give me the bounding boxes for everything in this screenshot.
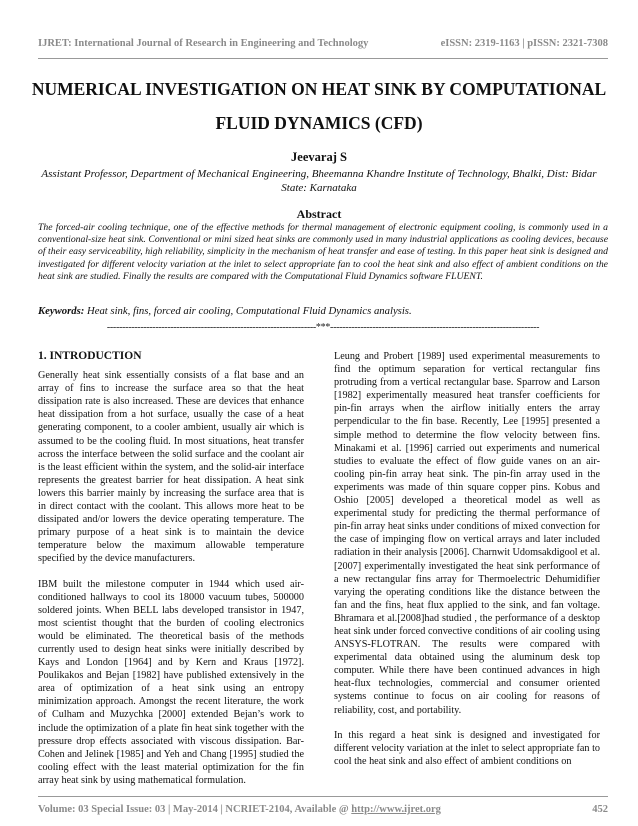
header-rule [38, 58, 608, 59]
footer-rule [38, 796, 608, 797]
running-header [38, 38, 608, 52]
paragraph: In this regard a heat sink is designed and investigated for different velocity variation at the inlet to select appropriate fan to cool the heat sink and also effect of ambient conditions on [334, 729, 600, 767]
footer-text: Volume: 03 Special Issue: 03 | May-2014 | NCRIET-2104, Available @ [38, 804, 352, 815]
section-heading: 1. INTRODUCTION [38, 350, 142, 362]
footer-info [38, 804, 441, 815]
paper-title: NUMERICAL INVESTIGATION ON HEAT SINK BY COMPUTATIONAL FLUID DYNAMICS (CFD) [31, 79, 607, 133]
right-column [334, 350, 600, 780]
paragraph: Leung and Probert [1989] used experimental measurements to find the optimum separation for vertical rectangular fins protruding from a vertical rectangular base. Sparrow and Larson [1982] experimentally measured heat transfer coefficients for pin-fin arrays when the airflow initially enters the array perpendicular to the fin base. Recently, Lee [1995] presented a simple method to determine the flow velocity between fins. Minakami et al. [1996] carried out experiments and numerical studies to evaluate the effect of flow guide vanes on an air-cooling pin-fin array heat sink. The pin-fin array used in the experiments was made of thin square copper pins. Kobus and Oshio [2005] developed a theoretical model as well as experimental study for predicting the thermal performance of pin-fin array heat sinks under conditions of mixed convection for the case of impinging flow on vertical arrays and later included radiation in their analysis [2006]. Charnwit Udomsakdigool et al. [2007] experimentally investigated the heat sink performance of a new rectangular fins array for Thermoelectric Dehumidifier varying the operating conditions like the distance between the fan and the fins, heat flux applied to the sink, and fan voltage. Bhramara et al.[2008]had studied , the performance of a desktop heat sink under forced convective conditions of air cooling using ANSYS-FLOTRAN. The results were compared with experimental data obtained using the aluminum desk top computer. While there have been continued advances in high heat-flux technologies, commercial and consumer oriented systems continue to focus on air cooling for reasons of reliability, cost, and portability. [334, 351, 600, 716]
journal-name: IJRET: International Journal of Research in Engineering and Technology [38, 38, 369, 49]
section-separator: ---------------------------------------------------------------------***--------------------------------------------------------------------- [106, 322, 540, 333]
keywords [38, 305, 608, 317]
keywords-label: Keywords: [38, 305, 85, 317]
author-affiliation: Assistant Professor, Department of Mechanical Engineering, Bheemanna Khandre Institute of Technology, Bhalki, Dist: Bidar State: Karnataka [41, 168, 597, 194]
paragraph: Generally heat sink essentially consists of a flat base and an array of fins to increase the surface area so that the heat dissipation rate is also increased. These are devices that enhance heat dissipation from a hot surface, usually the case of a heat generating component, to a cooler ambient, usually air which is assumed to be the cooling fluid. In most situations, heat transfer across the interface between the solid surface and the coolant air is the least efficient within the system, and the solid-air interface represents the greatest barrier for heat dissipation. A heat sink lowers this barrier mainly by increasing the surface area that is in direct contact with the coolant. This allows more heat to be dissipated and/or lowers the device operating temperature. The primary purpose of a heat sink is to maintain the device temperature below the maximum allowable temperature specified by the device manufacturers. [38, 370, 304, 565]
journal-link[interactable]: http://www.ijret.org [351, 804, 441, 815]
abstract-text: The forced-air cooling technique, one of the effective methods for thermal management of electronic equipment cooling, is commonly used in a conventional-size heat sink. Conventional or mini sized heat sinks are commonly used in many industrial applications as cooling devices, because of their easy serviceability, high reliability, simplicity in the mechanism of heat transfer and ease of testing. In this paper heat sink is designed and investigated for different velocity variation at the inlet to select appropriate fan to cool the heat sink and also effect of ambient conditions on the heat sink are studied. Finally the results are compared with the Computational Fluid Dynamics software FLUENT. [38, 222, 608, 282]
author-name: Jeevaraj S [291, 150, 347, 164]
left-column [38, 350, 304, 799]
issn-text: eISSN: 2319-1163 | pISSN: 2321-7308 [440, 38, 608, 49]
page-number: 452 [592, 804, 608, 815]
paragraph: IBM built the milestone computer in 1944 which used air-conditioned hallways to cool its 18000 vacuum tubes, 500000 soldered joints. When BELL labs developed transistor in 1947, most scientist thought that the burden of cooling electronics would be eliminated. The theoretical basis of the methods currently used to design heat sinks were initially described by Kays and London [1964] and by Kern and Kraus [1972]. Poulikakos and Bejan [1982] have published extensively in the area of optimization of a heat sink using an entropy minimization approach. Amongst the recent literature, the work of Culham and Muzychka [2000] extended Bejan’s work to include the optimization of a plate fin heat sink together with the pressure drop effects associated with viscous dissipation. Bar-Cohen and Jelinek [1985] and Yeh and Chang [1995] studied the cooling effect with the least material optimization for the fin array heat sink by using mathematical formulation. [38, 578, 304, 786]
keywords-text: Heat sink, fins, forced air cooling, Computational Fluid Dynamics analysis. [86, 305, 412, 317]
abstract-heading: Abstract [296, 207, 342, 221]
